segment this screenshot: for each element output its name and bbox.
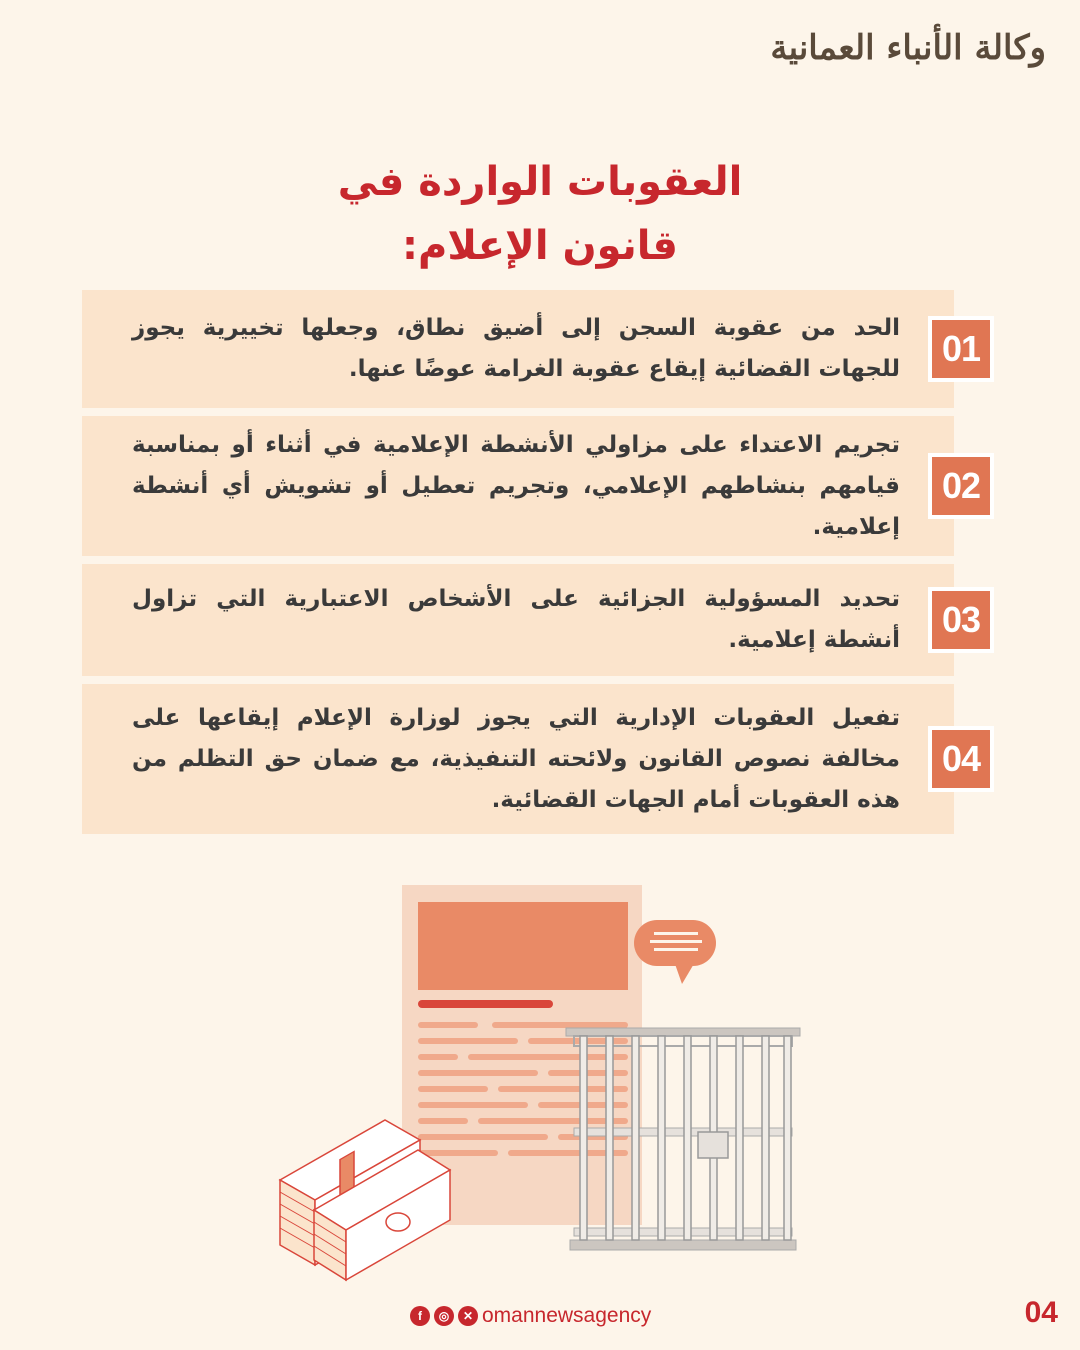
social-handle[interactable]: omannewsagency [482, 1304, 652, 1327]
item-number-badge: 01 [928, 316, 994, 382]
illustration [270, 870, 810, 1290]
instagram-icon[interactable]: ◎ [434, 1306, 454, 1326]
social-footer [410, 1304, 651, 1328]
x-icon[interactable]: ✕ [458, 1306, 478, 1326]
agency-logo: وكالة الأنباء العمانية [770, 28, 1046, 68]
penalty-text: تفعيل العقوبات الإدارية التي يجوز لوزارة الإعلام إيقاعها على مخالفة نصوص القانون ولائحته التنفيذية، مع ضمان حق التظلم من هذه العقوبات أمام الجهات القضائية. [132, 704, 900, 813]
page-title [0, 150, 1080, 278]
item-number-badge: 03 [928, 587, 994, 653]
facebook-icon[interactable]: f [410, 1306, 430, 1326]
title-line-1: العقوبات الواردة في [337, 159, 743, 205]
penalty-text: تجريم الاعتداء على مزاولي الأنشطة الإعلامية في أثناء أو بمناسبة قيامهم بنشاطهم الإعلامي، وتجريم تعطيل أو تشويش أي أنشطة إعلامية. [132, 431, 900, 540]
penalty-item-3 [82, 564, 981, 676]
title-line-2: قانون الإعلام: [402, 223, 678, 269]
penalty-item-4 [82, 684, 981, 834]
page-number: 04 [1024, 1296, 1058, 1329]
penalty-item-1 [82, 290, 981, 408]
item-number-badge: 04 [928, 726, 994, 792]
penalty-text: تحديد المسؤولية الجزائية على الأشخاص الاعتبارية التي تزاول أنشطة إعلامية. [132, 586, 900, 653]
speech-bubble-icon [634, 920, 716, 984]
penalty-text: الحد من عقوبة السجن إلى أضيق نطاق، وجعلها تخييرية يجوز للجهات القضائية إيقاع عقوبة الغرامة عوضًا عنها. [132, 315, 900, 382]
penalty-item-2 [82, 416, 981, 556]
item-number-badge: 02 [928, 453, 994, 519]
